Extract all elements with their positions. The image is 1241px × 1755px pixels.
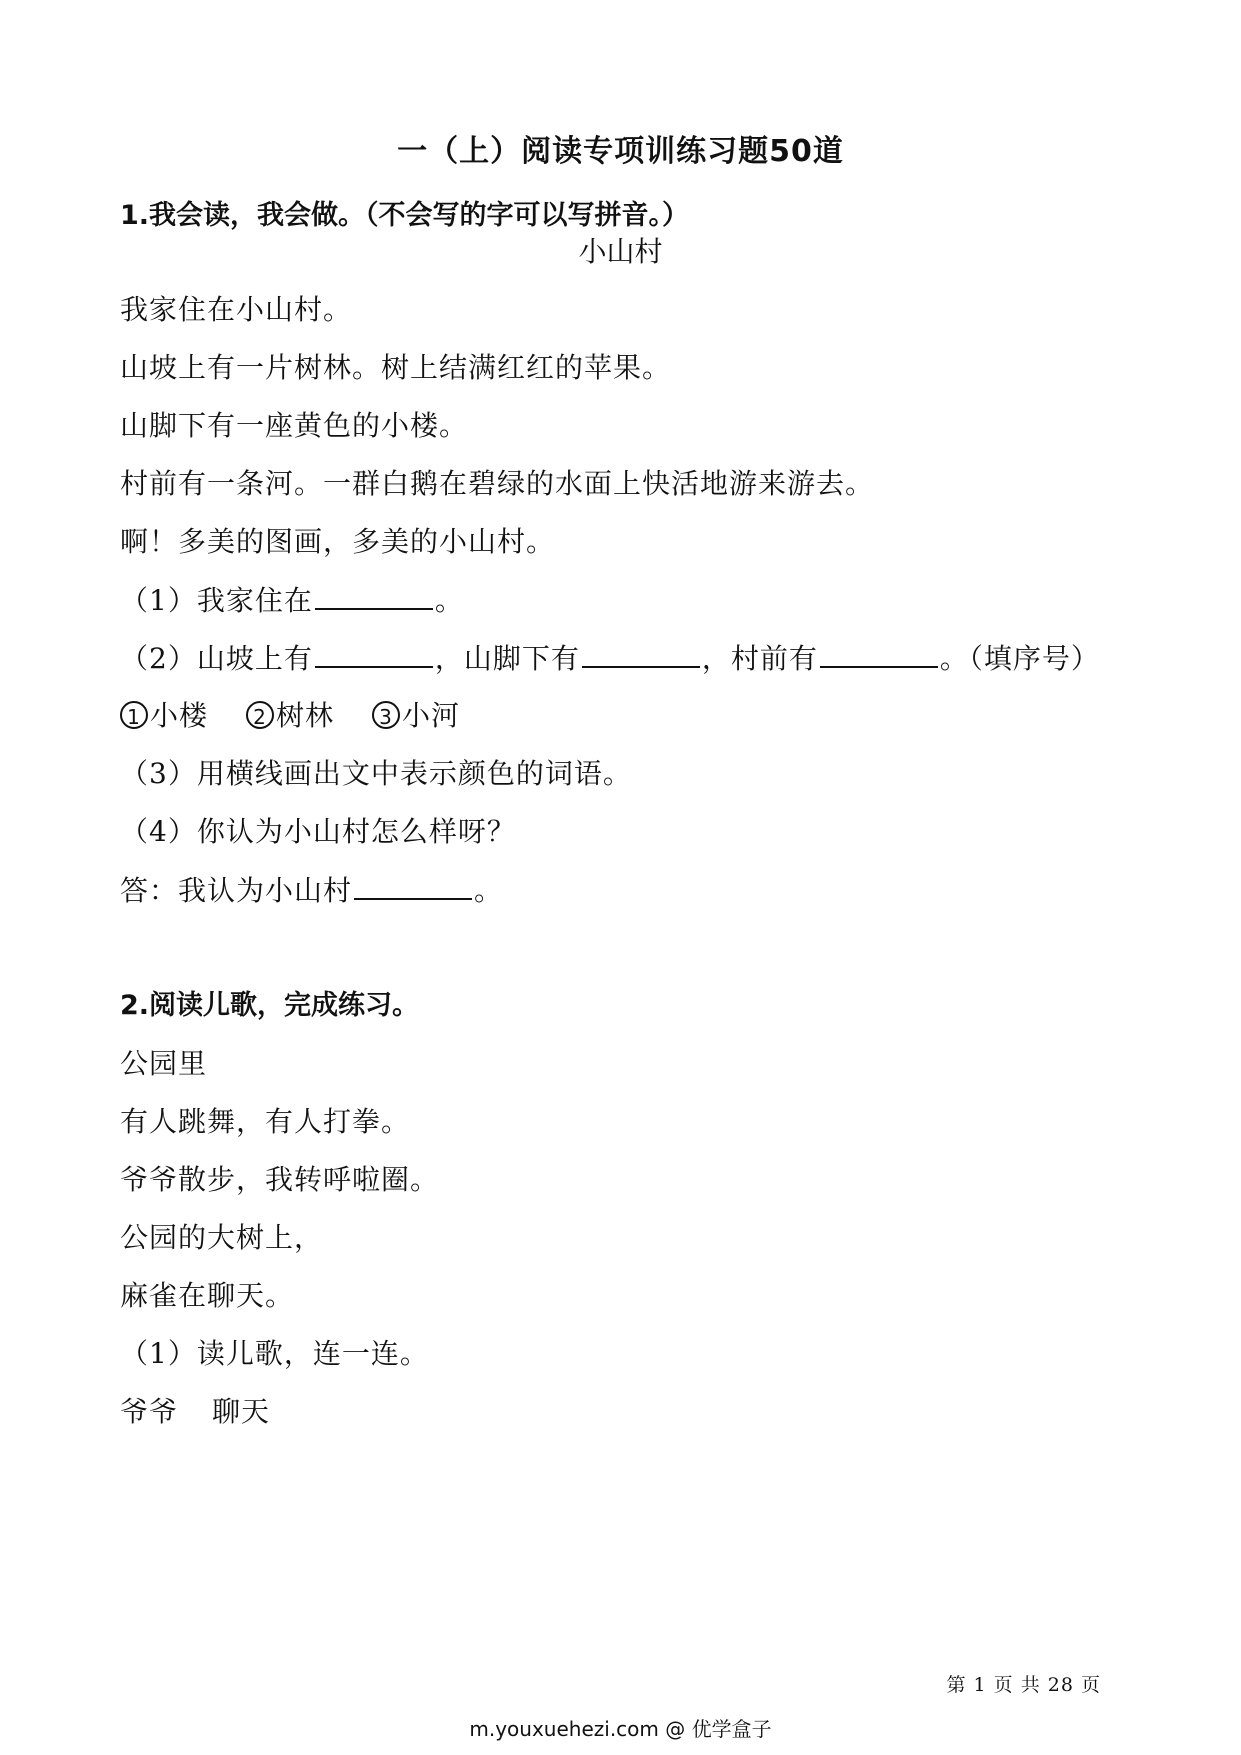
answer-text: 答：我认为小山村	[120, 874, 353, 907]
q1-answer-line	[120, 870, 503, 911]
answer-blank[interactable]	[820, 638, 938, 668]
document-title: 一（上）阅读专项训练习题50道	[397, 134, 844, 169]
passage-line-3: 山脚下有一座黄色的小楼。	[120, 409, 469, 442]
q1-sub-1-text: （1）我家住在	[120, 584, 313, 617]
option-3	[372, 696, 460, 736]
q1-sub-2-part-c: ，村前有	[701, 642, 818, 675]
q1-sub-2-part-b: ，山脚下有	[434, 642, 580, 675]
q1-sub-2-part-d: 。（填序号）	[939, 642, 1100, 675]
option-label: 小楼	[150, 699, 209, 732]
q1-options	[120, 696, 498, 736]
circled-number-icon: 2	[246, 701, 274, 729]
page-current: 1	[973, 1674, 987, 1696]
option-2	[246, 696, 334, 736]
circled-number-icon: 3	[372, 701, 400, 729]
question-2-heading: 2.阅读儿歌，完成练习。	[120, 990, 420, 1021]
poem-line-1: 公园里	[120, 1047, 208, 1080]
poem-line-4: 公园的大树上，	[120, 1221, 324, 1254]
question-1-heading: 1.我会读，我会做。（不会写的字可以写拼音。）	[120, 200, 690, 231]
answer-blank[interactable]	[315, 580, 433, 610]
q1-sub-question-1	[120, 580, 464, 621]
q1-sub-question-2	[120, 638, 1100, 679]
poem-line-5: 麻雀在聊天。	[120, 1279, 295, 1312]
q2-sub-question-1: （1）读儿歌，连一连。	[120, 1337, 429, 1370]
match-left-item[interactable]: 爷爷	[120, 1395, 179, 1428]
page-number	[946, 1672, 1101, 1698]
q1-sub-question-3: （3）用横线画出文中表示颜色的词语。	[120, 757, 632, 790]
option-1	[120, 696, 208, 736]
circled-number-icon: 1	[120, 701, 148, 729]
poem-line-3: 爷爷散步，我转呼啦圈。	[120, 1163, 440, 1196]
page-mid: 页 共	[993, 1674, 1041, 1696]
poem-line-2: 有人跳舞，有人打拳。	[120, 1105, 411, 1138]
passage-title: 小山村	[578, 235, 663, 268]
passage-line-2: 山坡上有一片树林。树上结满红红的苹果。	[120, 351, 672, 384]
q2-match-row	[120, 1392, 270, 1432]
option-label: 小河	[402, 699, 461, 732]
passage-line-4: 村前有一条河。一群白鹅在碧绿的水面上快活地游来游去。	[120, 467, 875, 500]
page-total: 28	[1047, 1674, 1074, 1696]
page-suffix: 页	[1080, 1674, 1101, 1696]
answer-end: 。	[474, 874, 504, 907]
q1-sub-1-end: 。	[434, 584, 464, 617]
q1-sub-question-4: （4）你认为小山村怎么样呀？	[120, 815, 516, 848]
answer-blank[interactable]	[582, 638, 700, 668]
option-label: 树林	[276, 699, 335, 732]
passage-line-1: 我家住在小山村。	[120, 293, 353, 326]
q1-sub-2-part-a: （2）山坡上有	[120, 642, 313, 675]
match-right-item[interactable]: 聊天	[212, 1395, 271, 1428]
answer-blank[interactable]	[354, 870, 472, 900]
passage-line-5: 啊！多美的图画，多美的小山村。	[120, 525, 556, 558]
site-watermark: m.youxuehezi.com @ 优学盒子	[469, 1717, 772, 1741]
page-prefix: 第	[946, 1674, 967, 1696]
answer-blank[interactable]	[315, 638, 433, 668]
